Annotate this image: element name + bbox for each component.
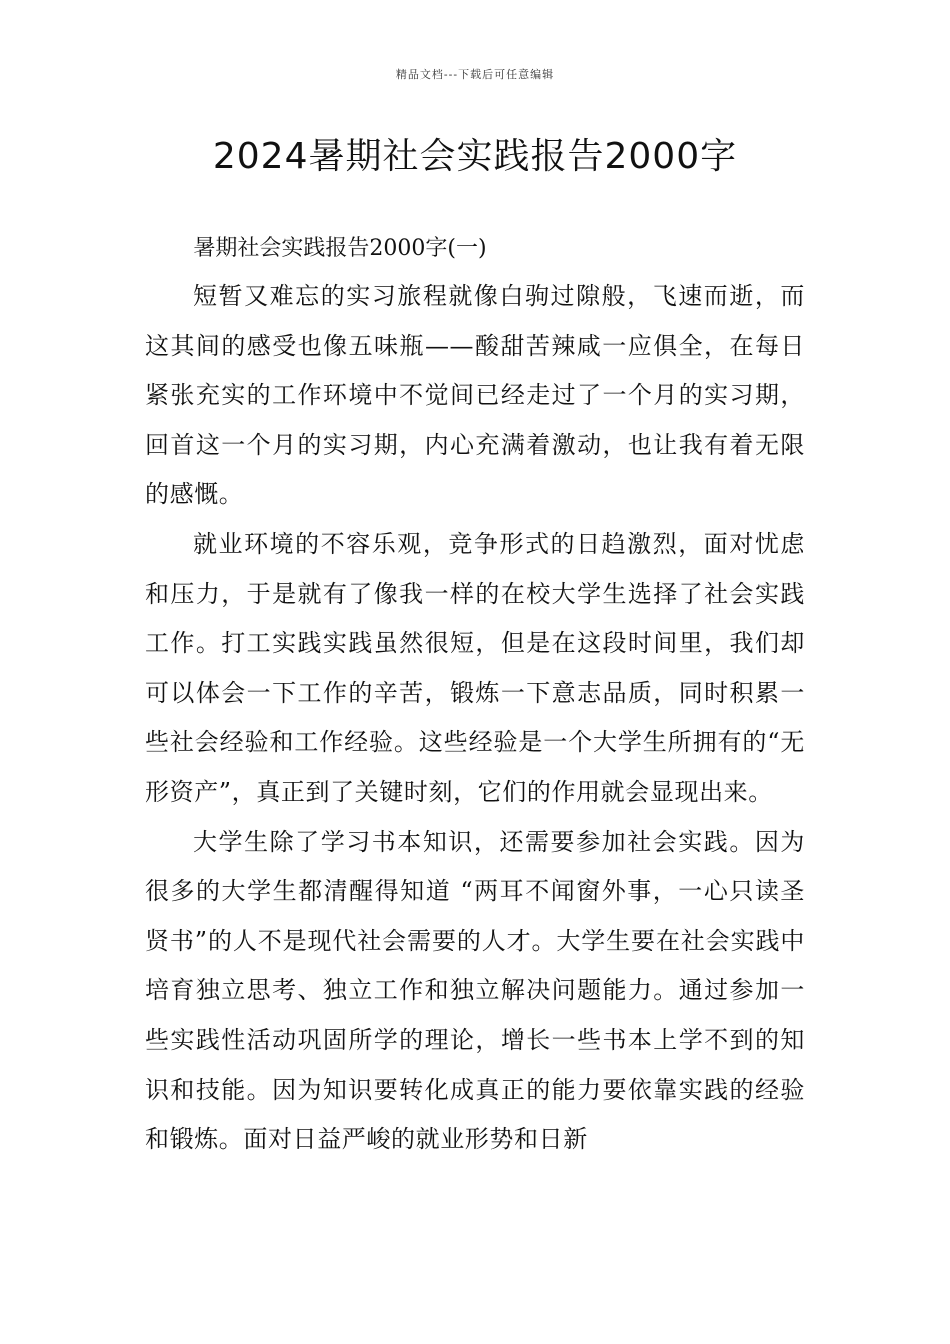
document-body: [145, 230, 805, 1165]
section-subheading: 暑期社会实践报告2000字(一): [193, 236, 487, 261]
paragraph-3: 大学生除了学习书本知识，还需要参加社会实践。因为很多的大学生都清醒得知道 “两耳不闻窗外事，一心只读圣贤书”的人不是现代社会需要的人才。大学生要在社会实践中培育独立思考、独立工作和独立解决问题能力。通过参加一些实践性活动巩固所学的理论，增长一些书本上学不到的知识和技能。因为知识要转化成真正的能力要依靠实践的经验和锻炼。面对日益严峻的就业形势和日新: [145, 827, 805, 1154]
paragraph-2: 就业环境的不容乐观，竞争形式的日趋激烈，面对忧虑和压力，于是就有了像我一样的在校大学生选择了社会实践工作。打工实践实践虽然很短，但是在这段时间里，我们却可以体会一下工作的辛苦，锻炼一下意志品质，同时积累一些社会经验和工作经验。这些经验是一个大学生所拥有的“无形资产”，真正到了关键时刻，它们的作用就会显现出来。: [145, 529, 805, 806]
header-note: 精品文档---下载后可任意编辑: [395, 68, 555, 81]
document-title: 2024暑期社会实践报告2000字: [212, 136, 738, 177]
paragraph-1: 短暂又难忘的实习旅程就像白驹过隙般，飞速而逝，而这其间的感受也像五味瓶——酸甜苦辣咸一应俱全，在每日紧张充实的工作环境中不觉间已经走过了一个月的实习期，回首这一个月的实习期，内心充满着激动，也让我有着无限的感慨。: [145, 282, 805, 509]
